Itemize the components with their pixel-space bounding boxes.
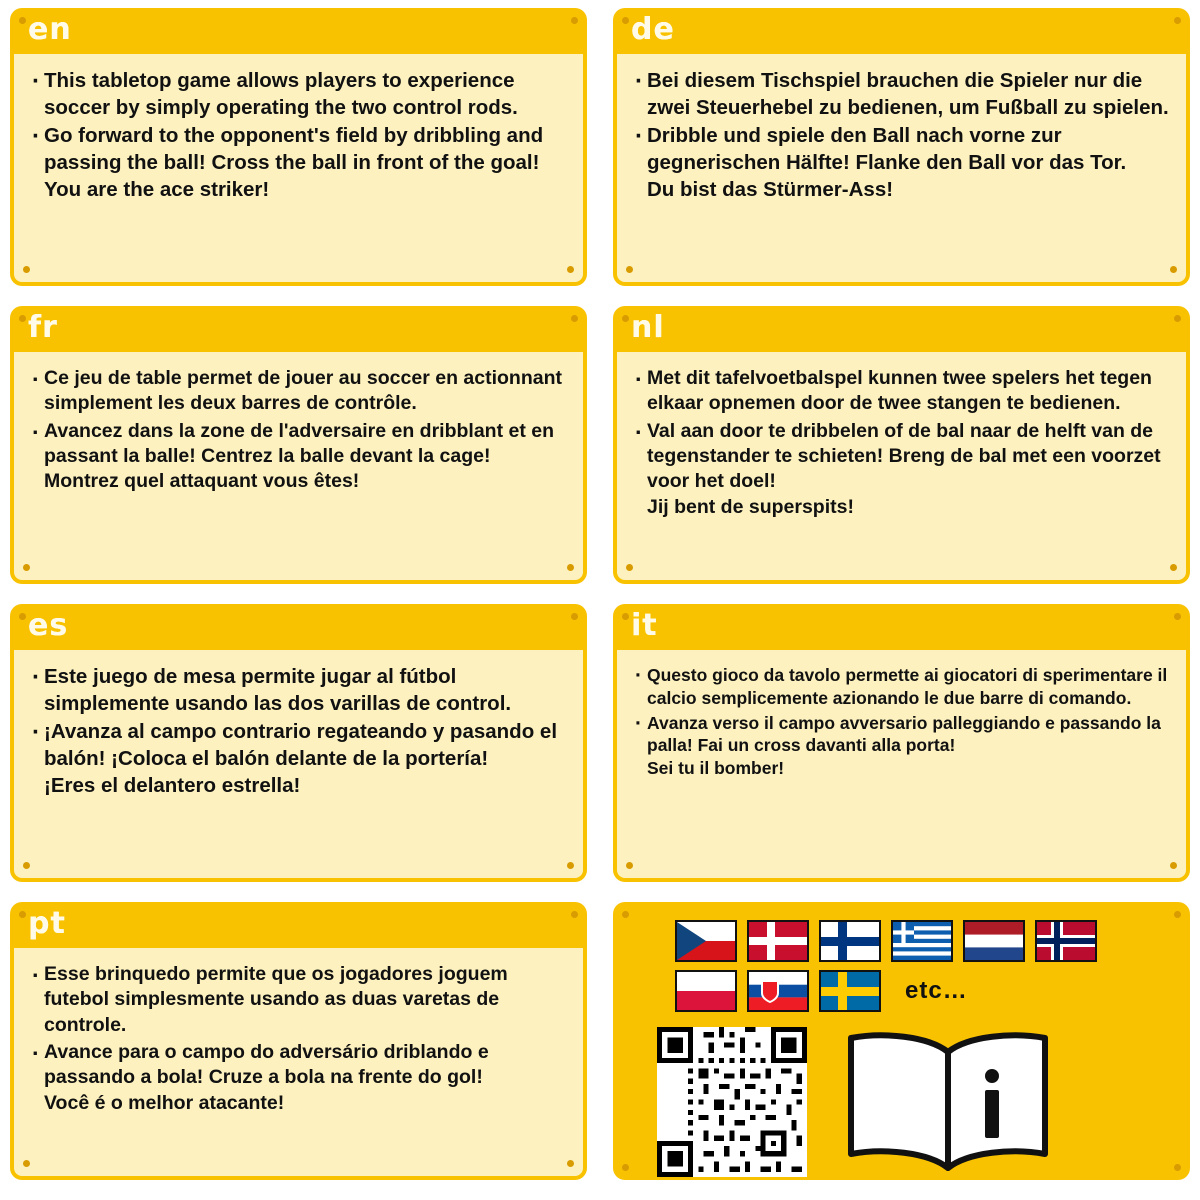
tagline: ¡Eres el delantero estrella! [44, 773, 301, 797]
list-item: · Este juego de mesa permite jugar al fútbol simplemente usando las dos varillas de control. [30, 664, 567, 717]
tagline: Montrez quel attaquant vous êtes! [44, 470, 360, 493]
list-item-text: Val aan door te dribbelen of de bal naar de helft van de tegenstander te schieten! Breng de bal met een voorzet voor het doel! [647, 419, 1161, 493]
language-badge-de: de [631, 12, 675, 47]
list-item [30, 419, 567, 495]
screw-icon [571, 315, 578, 322]
screw-icon [622, 1164, 629, 1171]
language-badge-it: it [631, 608, 658, 643]
bullet-list [633, 664, 1170, 780]
card-body-de [613, 54, 1190, 286]
screw-icon [1170, 266, 1177, 273]
language-badge-fr: fr [28, 310, 58, 345]
norway-flag-icon [1035, 920, 1097, 962]
finland-flag-icon [819, 920, 881, 962]
list-item-text: Avanza verso il campo avversario palleggiando e passando la palla! Fai un cross davanti alla porta! [647, 712, 1161, 756]
screw-icon [567, 564, 574, 571]
bullet-list [30, 962, 567, 1116]
screw-icon [1170, 564, 1177, 571]
language-card-nl [613, 306, 1190, 584]
card-body-en [10, 54, 587, 286]
bullet-list [633, 68, 1170, 203]
screw-icon [622, 17, 629, 24]
language-badge-en: en [28, 12, 72, 47]
card-tab-es [10, 604, 587, 650]
card-tab-en [10, 8, 587, 54]
list-item [30, 719, 567, 799]
list-item: · Questo gioco da tavolo permette ai giocatori di sperimentare il calcio semplicemente azionando le due barre di comando. [633, 664, 1170, 710]
card-tab-nl [613, 306, 1190, 352]
qr-code-icon[interactable] [657, 1027, 807, 1177]
list-item-text: Avance para o campo do adversário driblando e passando a bola! Cruze a bola na frente do gol! [44, 1041, 489, 1089]
language-card-pt [10, 902, 587, 1180]
screw-icon [571, 17, 578, 24]
list-item: · Met dit tafelvoetbalspel kunnen twee spelers het tegen elkaar opnemen door de twee stangen te bedienen. [633, 366, 1170, 417]
etc-label: etc… [905, 977, 968, 1004]
card-body-fr [10, 352, 587, 584]
list-item: · This tabletop game allows players to experience soccer by simply operating the two control rods. [30, 68, 567, 121]
info-bottom-row [657, 1022, 1174, 1177]
screw-icon [1174, 1164, 1181, 1171]
tagline: Jij bent de superspits! [647, 495, 854, 518]
greece-flag-icon [891, 920, 953, 962]
poland-flag-icon [675, 970, 737, 1012]
screw-icon [1174, 17, 1181, 24]
language-card-en [10, 8, 587, 286]
tagline: Du bist das Stürmer-Ass! [647, 177, 894, 201]
screw-icon [1174, 613, 1181, 620]
netherlands-flag-icon [963, 920, 1025, 962]
screw-icon [19, 613, 26, 620]
screw-icon [622, 315, 629, 322]
card-tab-de [613, 8, 1190, 54]
open-book-info-icon [833, 1022, 1063, 1177]
list-item [633, 419, 1170, 520]
screw-icon [571, 911, 578, 918]
card-tab-pt [10, 902, 587, 948]
card-body-nl [613, 352, 1190, 584]
screw-icon [1174, 911, 1181, 918]
screw-icon [19, 911, 26, 918]
list-item-text: ¡Avanza al campo contrario regateando y pasando el balón! ¡Coloca el balón delante de la portería! [44, 720, 558, 770]
card-tab-it [613, 604, 1190, 650]
screw-icon [1174, 315, 1181, 322]
screw-icon [571, 613, 578, 620]
sweden-flag-icon [819, 970, 881, 1012]
list-item-text: Go forward to the opponent's field by dribbling and passing the ball! Cross the ball in front of the goal! [44, 124, 544, 174]
language-card-it [613, 604, 1190, 882]
bullet-list [30, 366, 567, 495]
screw-icon [19, 17, 26, 24]
slovakia-flag-icon [747, 970, 809, 1012]
list-item [633, 123, 1170, 203]
list-item [30, 1040, 567, 1116]
screw-icon [23, 266, 30, 273]
denmark-flag-icon [747, 920, 809, 962]
list-item: · Esse brinquedo permite que os jogadores joguem futebol simplesmente usando as duas varetas de controle. [30, 962, 567, 1038]
screw-icon [567, 862, 574, 869]
screw-icon [626, 564, 633, 571]
language-badge-nl: nl [631, 310, 665, 345]
screw-icon [622, 613, 629, 620]
language-card-es [10, 604, 587, 882]
card-body-it [613, 650, 1190, 882]
card-tab-fr [10, 306, 587, 352]
screw-icon [23, 862, 30, 869]
list-item [633, 712, 1170, 780]
tagline: Sei tu il bomber! [647, 758, 785, 778]
screw-icon [622, 911, 629, 918]
flag-row [675, 920, 1105, 1012]
language-badge-pt: pt [28, 906, 66, 941]
screw-icon [19, 315, 26, 322]
more-languages-card [613, 902, 1190, 1180]
list-item [30, 123, 567, 203]
language-card-fr [10, 306, 587, 584]
screw-icon [23, 1160, 30, 1167]
screw-icon [567, 1160, 574, 1167]
tagline: Você é o melhor atacante! [44, 1091, 285, 1114]
bullet-list [633, 366, 1170, 520]
card-body-es [10, 650, 587, 882]
list-item-text: Dribble und spiele den Ball nach vorne zur gegnerischen Hälfte! Flanke den Ball vor das Tor. [647, 124, 1127, 174]
czech-republic-flag-icon [675, 920, 737, 962]
screw-icon [567, 266, 574, 273]
bullet-list [30, 664, 567, 799]
language-badge-es: es [28, 608, 69, 643]
language-card-de [613, 8, 1190, 286]
bullet-list [30, 68, 567, 203]
screw-icon [626, 266, 633, 273]
list-item: · Bei diesem Tischspiel brauchen die Spieler nur die zwei Steuerhebel zu bedienen, um Fußball zu spielen. [633, 68, 1170, 121]
list-item-text: Avancez dans la zone de l'adversaire en dribblant et en passant la balle! Centrez la balle devant la cage! [44, 419, 554, 468]
screw-icon [1170, 862, 1177, 869]
list-item: · Ce jeu de table permet de jouer au soccer en actionnant simplement les deux barres de contrôle. [30, 366, 567, 417]
screw-icon [626, 862, 633, 869]
screw-icon [23, 564, 30, 571]
card-body-pt [10, 948, 587, 1180]
card-grid [10, 8, 1190, 1192]
tagline: You are the ace striker! [44, 177, 270, 201]
